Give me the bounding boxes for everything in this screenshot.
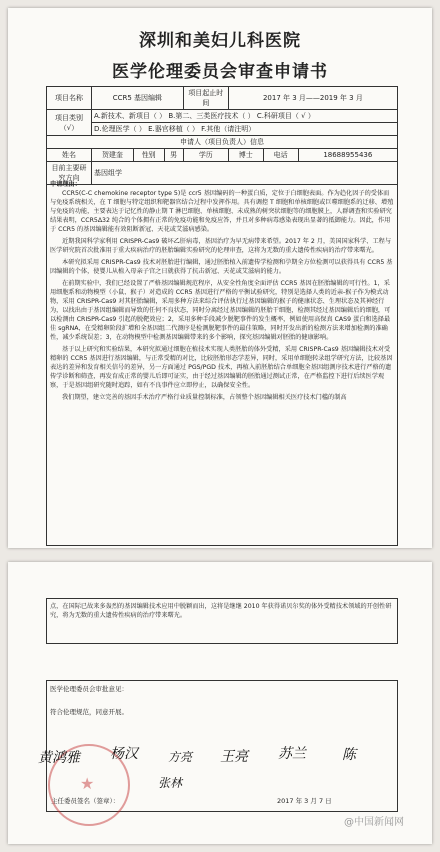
research-direction: 基因组学	[92, 162, 398, 185]
project-date-label: 项目起止时间	[183, 87, 228, 110]
reason-paragraph-3: 本研究拟采用 CRISPR-Cas9 技术对胚胎进行编辑，通过胚胎植入前遗传学检测和孕期全方位检测可以获得具有 CCR5 基因编辑的个体，使婴儿从植入母亲子宫之日就获得了抗击新冠、天花或艾滋病的能力。	[50, 259, 393, 275]
category-options-1: A.新技术、新项目（ ） B.第二、三类医疗技术（ ） C.科研项目（ √ ）	[92, 110, 398, 123]
seal-star-icon: ★	[80, 774, 95, 793]
project-name-label: 项目名称	[47, 87, 92, 110]
signature-5: 苏兰	[278, 746, 306, 762]
hospital-name: 深圳和美妇儿科医院	[139, 31, 301, 51]
signature-4: 王亮	[220, 749, 248, 765]
approval-date: 2017 年 3 月 7 日	[277, 797, 332, 805]
chair-signature-label: 主任委员签名（签章）：	[51, 797, 120, 805]
signature-2: 杨汉	[110, 746, 138, 762]
project-name: CCR5 基因编辑	[92, 87, 184, 110]
project-date: 2017 年 3 月——2019 年 3 月	[228, 87, 397, 110]
applicant-phone: 18688955436	[298, 149, 397, 162]
reason-title: 申请理由：	[50, 181, 81, 188]
signature-7: 张林	[158, 776, 183, 790]
signature-3: 方亮	[168, 750, 193, 764]
document-page-2	[8, 562, 432, 844]
reason-paragraph-5: 基于以上研究和实验结果，本研究拟通过细胞在植技术实现人类胚胎的体外受精，采用 CRISPR-Cas9 基因编辑技术对受精卵的 CCR5 基因进行基因编辑，与正常受精的对比，比较胚胎形态学差异，同时，采用单细胞转录组学研究方法，比较基因表达的差异和发育相关信号的差异，另一方面通过 PGS/PGD 技术，再植入前胚胎结合单细胞全基因组测序技术进行严格的遗传学诊断和筛查，再发育成正常的婴儿后即可证实，由于经过基因编辑的胚胎通过测试正常，在严格监控下进行后续医学观察，于是基因组研究随时追踪，如有不良事件应立即停止，以确保安全性。	[50, 346, 393, 389]
category-options-2: D.伦理医学（ ） E.器官移植（ ） F.其他（请注明）	[92, 123, 398, 136]
reason-paragraph-1: CCR5(C-C chemokine receptor type 5)是 ccr5 基因编码的一种蛋白质，定位于白细胞表面。作为趋化因子的受体而与免疫系统相关，在 T 细胞与特定组织和靶器官结合过程中发挥作用。具有调控 T 细胞和单核细胞或巨噬细胞系的迁移、增殖与免疫的功能，主要表达于记忆性的静止期 T 淋巴细胞、单核细胞、未成熟的树突状细胞等的细胞膜上，人群调查和实验研究结果表明，CCR5Δ32 纯合的个体拥有正常的免疫功能和免疫应答，并且对多种病毒感染表现出显著的抵御能力。因此，作用于 CCR5 的基因编辑能有效阻断新冠、天花或艾滋病感染。	[50, 190, 394, 233]
signature-6: 陈	[342, 747, 356, 763]
research-direction-label: 目前主要研究方向	[47, 162, 92, 185]
continuation-text: 点，在国际已故来多轰烈的基因编辑技术应用中脱颖而出，这将是继继 2010 年获得诺贝尔奖的体外受精技术领域的开创性研究，将为无数的重大遗传性疾病的治疗带来曙光。	[50, 603, 392, 619]
applicant-header: 申请人（项目负责人）信息	[47, 136, 398, 149]
continuation-section	[46, 598, 398, 644]
application-reason-section	[46, 180, 398, 546]
reason-paragraph-6: 我们期望，建立完善的基因手术治疗严格行业质量控制标准，占领整个基因编辑相关医疗技术门槛的制高	[62, 394, 347, 401]
gender-label: 性别	[133, 149, 164, 162]
reason-paragraph-4: 在前期实验中，我们已经设置了严格基因编辑规范程序，从安全性角度全面评估 CCR5 基因在胚胎编辑的可行性。1，采用细胞系和动物模型（小鼠、猴子）对造成的 CCR5 基因进行严格的平衡试验研究，特别是选择人类的近亲-猴子作为模式动物，采用 CRISPR-Cas9 对其胚胎编辑，采用多种方法来综合评估执行过基因编辑的猴子的健康状态、生理状态及其神经行为，以找出由于基因组编辑而导致的任何不良状态，同时分离经过基因编辑的胚胎干细胞，检测其经过基因编辑后的细胞，可以检测由 CRISPR-Cas9 引起的脱靶效应；2，采用多种手段减少脱靶事件的发生概率，例如使用高保真 CAS9 蛋白和选择最佳 sgRNA，在受精卵阶段扩增和全基因组二代测序是检测脱靶事件的最佳策略，同时开发出新的检测方法来增加检测的准确性，减少系统误差；3，在动物模型中检测基因编辑带来的多个影响，探究基因编辑对胚胎的健康影响。	[50, 280, 391, 341]
name-label: 姓名	[47, 149, 92, 162]
committee-label: 医学伦理委员会审批意见：	[50, 685, 128, 693]
document-header	[8, 26, 432, 82]
document-page-1	[8, 8, 432, 548]
news-watermark: @中国新闻网	[344, 817, 404, 828]
reason-paragraph-2: 近期我国科学家利用 CRISPR-Cas9 破坏乙肝病毒，基因治疗为早无病带来希望。2017 年 2 月，美国国家科学、工程与医学研究院首次批准用于重大疾病治疗的胚胎编辑实验研究的伦理审查，这将为无数的重大遗传性疾病的治疗带来曙光。	[50, 238, 392, 254]
phone-label: 电话	[263, 149, 298, 162]
application-info-table	[46, 86, 398, 185]
signature-1: 黄鸿雅	[38, 750, 80, 766]
applicant-gender: 男	[164, 149, 183, 162]
applicant-edu: 博士	[228, 149, 263, 162]
form-title: 医学伦理委员会审查申请书	[112, 62, 328, 82]
approval-text: 符合伦理规范，同意开展。	[50, 708, 128, 716]
project-category-label: 项目类别（√）	[47, 110, 92, 136]
applicant-name: 贺建奎	[92, 149, 134, 162]
edu-label: 学历	[183, 149, 228, 162]
